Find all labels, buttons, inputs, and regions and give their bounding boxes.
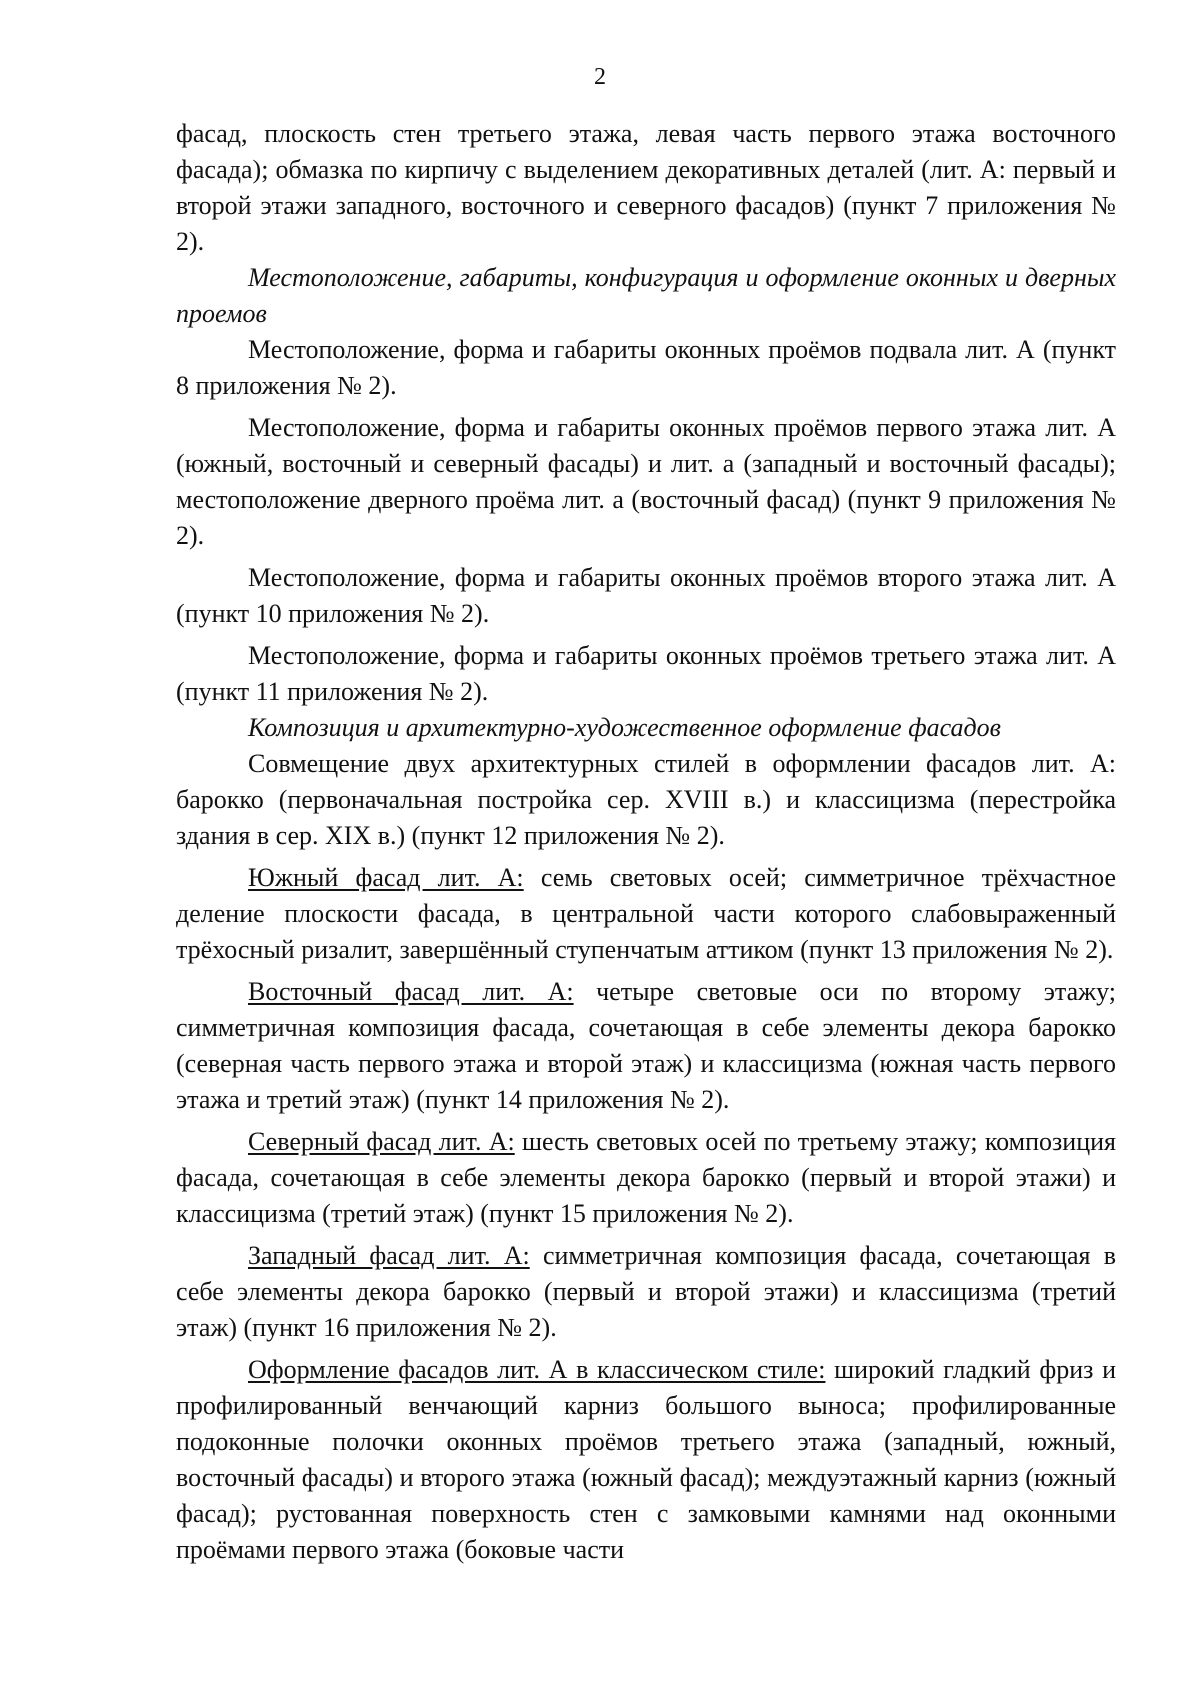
paragraph-facade-west	[176, 1238, 1116, 1346]
paragraph: Совмещение двух архитектурных стилей в оформлении фасадов лит. А: барокко (первоначальная постройка сер. XVIII в.) и классицизма (перестройка здания в сер. XIX в.) (пункт 12 приложения № 2).	[176, 749, 1116, 850]
paragraph-text: шесть световых осей по третьему этажу; композиция фасада, сочетающая в себе элементы декора барокко (первый и второй этажи) и классицизма (третий этаж) (пункт 15 приложения № 2).	[176, 1127, 1117, 1228]
paragraph-text: семь световых осей; симметричное трёхчастное деление плоскости фасада, в центральной части которого слабовыраженный трёхосный ризалит, завершённый ступенчатым аттиком (пункт 13 приложения № 2).	[176, 863, 1116, 964]
paragraph-text: широкий гладкий фриз и профилированный венчающий карниз большого выноса; профилированные подоконные полочки оконных проёмов третьего этажа (западный, южный, восточный фасады) и второго этажа (южный фасад); междуэтажный карниз (южный фасад); рустованная поверхность стен с замковыми камнями над оконными проёмами первого этажа (боковые части	[176, 1355, 1116, 1564]
document-body	[176, 116, 1116, 1568]
paragraph-classical-style	[176, 1352, 1116, 1568]
paragraph-text: четыре световые оси по второму этажу; симметричная композиция фасада, сочетающая в себе элементы декора барокко (северная часть первого этажа и второй этаж) и классицизма (южная часть первого этажа и третий этаж) (пункт 14 приложения № 2).	[176, 977, 1116, 1114]
paragraph-facade-south	[176, 860, 1116, 968]
facade-heading: Оформление фасадов лит. А в классическом стиле:	[248, 1355, 826, 1384]
paragraph-facade-north	[176, 1124, 1116, 1232]
paragraph: Местоположение, форма и габариты оконных проёмов подвала лит. А (пункт 8 приложения № 2).	[176, 335, 1116, 400]
facade-heading: Восточный фасад лит. А:	[248, 977, 574, 1006]
paragraph: фасад, плоскость стен третьего этажа, левая часть первого этажа восточного фасада); обмазка по кирпичу с выделением декоративных деталей (лит. А: первый и второй этажи западного, восточного и северного фасадов) (пункт 7 приложения № 2).	[176, 119, 1116, 256]
facade-heading: Северный фасад лит. А:	[248, 1127, 515, 1156]
section-heading: Композиция и архитектурно-художественное оформление фасадов	[248, 713, 1001, 742]
paragraph: Местоположение, форма и габариты оконных проёмов второго этажа лит. А (пункт 10 приложения № 2).	[176, 563, 1116, 628]
facade-heading: Южный фасад лит. А:	[248, 863, 524, 892]
section-heading: Местоположение, габариты, конфигурация и оформление оконных и дверных проемов	[176, 263, 1116, 328]
paragraph-text: симметричная композиция фасада, сочетающая в себе элементы декора барокко (первый и второй этажи) и классицизма (третий этаж) (пункт 16 приложения № 2).	[176, 1241, 1116, 1342]
paragraph-facade-east	[176, 974, 1116, 1118]
paragraph: Местоположение, форма и габариты оконных проёмов третьего этажа лит. А (пункт 11 приложения № 2).	[176, 641, 1116, 706]
facade-heading: Западный фасад лит. А:	[248, 1241, 530, 1270]
page-number: 2	[594, 64, 606, 90]
paragraph: Местоположение, форма и габариты оконных проёмов первого этажа лит. А (южный, восточный и северный фасады) и лит. а (западный и восточный фасады); местоположение дверного проёма лит. а (восточный фасад) (пункт 9 приложения № 2).	[176, 413, 1116, 550]
